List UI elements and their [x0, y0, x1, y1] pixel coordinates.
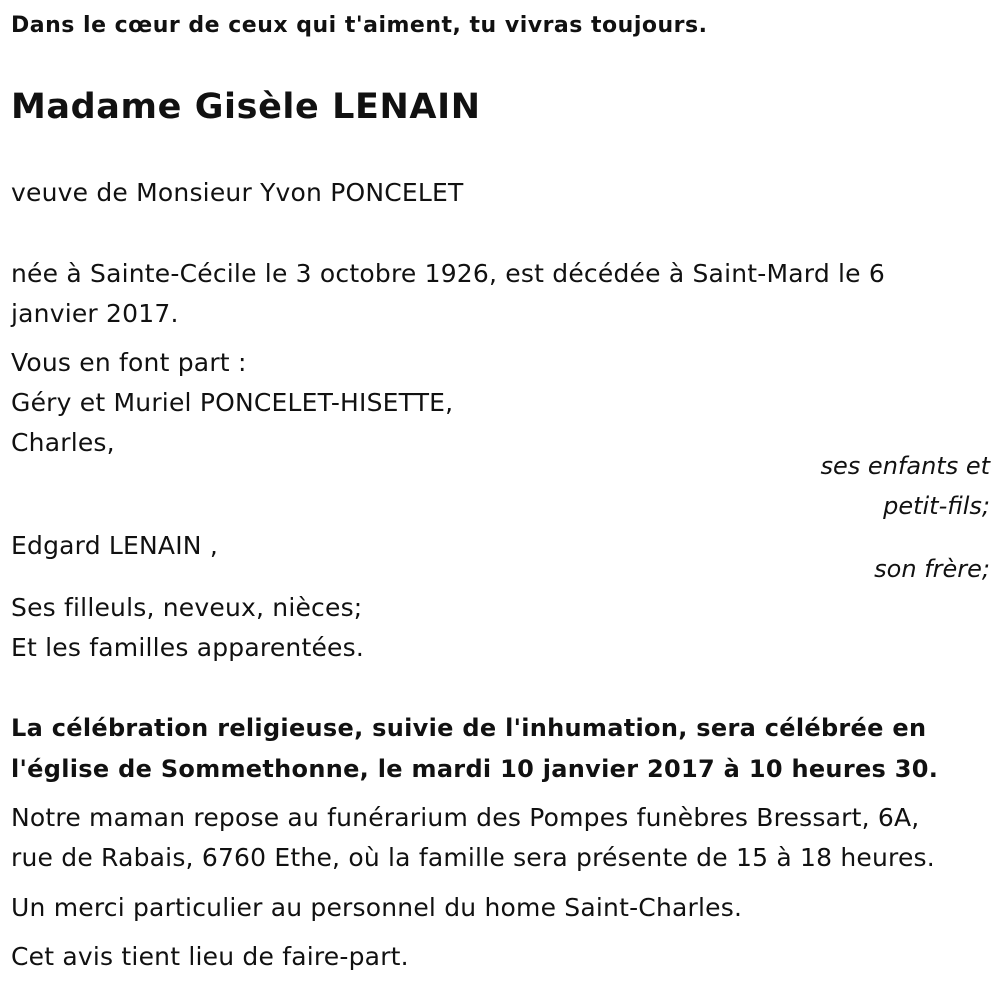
- children-line-1: Géry et Muriel PONCELET-HISETTE,: [11, 388, 454, 417]
- epigraph: Dans le cœur de ceux qui t'aiment, tu vivras toujours.: [11, 13, 708, 38]
- thanks-line: Un merci particulier au personnel du home Saint-Charles.: [11, 893, 743, 922]
- birth-death-line-2: janvier 2017.: [11, 299, 179, 328]
- viewing-line-1: Notre maman repose au funérarium des Pompes funèbres Bressart, 6A,: [11, 803, 920, 832]
- viewing-line-2: rue de Rabais, 6760 Ethe, où la famille sera présente de 15 à 18 heures.: [11, 843, 935, 872]
- ceremony-line-1: La célébration religieuse, suivie de l'inhumation, sera célébrée en: [11, 714, 927, 742]
- notice-line: Cet avis tient lieu de faire-part.: [11, 942, 409, 971]
- others-line-2: Et les familles apparentées.: [11, 633, 364, 662]
- others-line-1: Ses filleuls, neveux, nièces;: [11, 593, 363, 622]
- children-relation-line-2: petit-fils;: [883, 492, 990, 520]
- family-intro: Vous en font part :: [11, 348, 247, 377]
- spouse-line: veuve de Monsieur Yvon PONCELET: [11, 178, 464, 207]
- sibling-line: Edgard LENAIN ,: [11, 531, 219, 560]
- birth-death-line-1: née à Sainte-Cécile le 3 octobre 1926, est décédée à Saint-Mard le 6: [11, 259, 886, 288]
- ceremony-line-2: l'église de Sommethonne, le mardi 10 janvier 2017 à 10 heures 30.: [11, 755, 939, 783]
- children-line-2: Charles,: [11, 428, 115, 457]
- children-relation-line-1: ses enfants et: [820, 452, 990, 480]
- sibling-relation: son frère;: [874, 555, 990, 583]
- deceased-name: Madame Gisèle LENAIN: [11, 87, 481, 127]
